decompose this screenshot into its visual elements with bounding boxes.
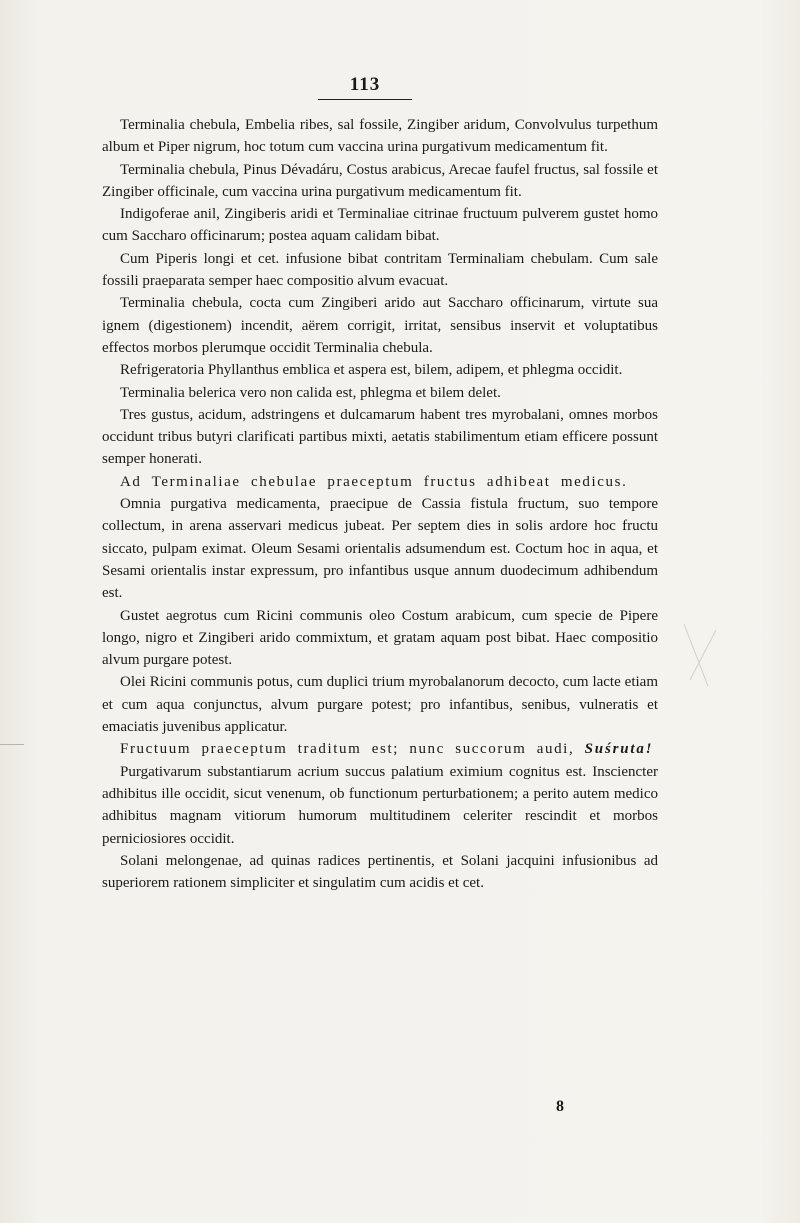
page-body-text xyxy=(102,114,658,894)
paragraph: Terminalia chebula, Pinus Dévadáru, Costus arabicus, Arecae faufel fructus, sal fossile et Zingiber officinale, cum vaccina urina purgativum medicamentum fit. xyxy=(102,161,658,200)
paragraph: Omnia purgativa medicamenta, praecipue de Cassia fistula fructum, suo tempore collectum, in arena asservari medicus jubeat. Per septem dies in solis ardore hoc fructu siccato, pulpam eximat. Oleum Sesami orientalis adsumendum est. Coctum hoc in aqua, et Sesami orientalis instar expressum, pro infantibus usque annum duodecimum adhibendum est. xyxy=(102,496,658,602)
paragraph: Terminalia belerica vero non calida est, phlegma et bilem delet. xyxy=(120,384,501,401)
page-number: 113 xyxy=(318,74,412,100)
emphasized-name: Suśruta! xyxy=(584,741,654,758)
signature-mark: 8 xyxy=(556,1098,564,1115)
paragraph: Solani melongenae, ad quinas radices pertinentis, et Solani jacquini infusionibus ad superiorem rationem simpliciter et singulatim cum acidis et cet. xyxy=(102,852,658,892)
paragraph: Cum Piperis longi et cet. infusione bibat contritam Terminaliam chebulam. Cum sale fossili praeparata semper haec compositio alvum evacuat. xyxy=(102,250,658,290)
spaced-heading-paragraph: Ad Terminaliae chebulae praeceptum fructus adhibeat medicus. xyxy=(120,473,628,490)
paragraph: Purgativarum substantiarum acrium succus palatium eximium cognitus est. Insciencter adhibitus ille occidit, sicut venenum, ob functionum perturbationem; a perito autem medico adhibitus magnam vitiorum humorum multitudinem celeriter rescindit et morbos perniciosiores occidit. xyxy=(102,763,658,847)
paragraph: Terminalia chebula, Embelia ribes, sal fossile, Zingiber aridum, Convolvulus turpethum album et Piper nigrum, hoc totum cum vaccina urina purgativum medicamentum fit. xyxy=(102,117,658,156)
paragraph: Gustet aegrotus cum Ricini communis oleo Costum arabicum, cum specie de Pipere longo, nigro et Zingiberi arido commixtum, et gratam aquam post bibat. Haec compositio alvum purgare potest. xyxy=(102,607,658,669)
spaced-heading-paragraph xyxy=(102,738,658,760)
paragraph: Tres gustus, acidum, adstringens et dulcamarum habent tres myrobalani, omnes morbos occidunt tribus butyri clarificati partibus mixti, aetatis stabilimentum etiam efficere possunt semper honerati. xyxy=(102,406,658,468)
spaced-text: Fructuum praeceptum traditum est; nunc succorum audi, xyxy=(120,741,575,758)
paragraph: Refrigeratoria Phyllanthus emblica et aspera est, bilem, adipem, et phlegma occidit. xyxy=(120,362,623,379)
bleed-through-mark xyxy=(660,620,740,690)
paragraph: Terminalia chebula, cocta cum Zingiberi arido aut Saccharo officinarum, virtute sua ignem (digestionem) incendit, aërem corrigit, irritat, sensibus inservit et voluptatibus effectos morbos plerumque occidit Terminalia chebula. xyxy=(102,295,658,356)
paragraph: Olei Ricini communis potus, cum duplici trium myrobalanorum decocto, cum lacte etiam et cum aqua conjunctus, alvum purgare potest; pro infantibus, senibus, vulneratis et emaciatis juvenibus applicatur. xyxy=(102,674,658,736)
margin-tick xyxy=(0,744,24,745)
paragraph: Indigoferae anil, Zingiberis aridi et Terminaliae citrinae fructuum pulverem gustet homo cum Saccharo officinarum; postea aquam calidam bibat. xyxy=(102,206,658,245)
